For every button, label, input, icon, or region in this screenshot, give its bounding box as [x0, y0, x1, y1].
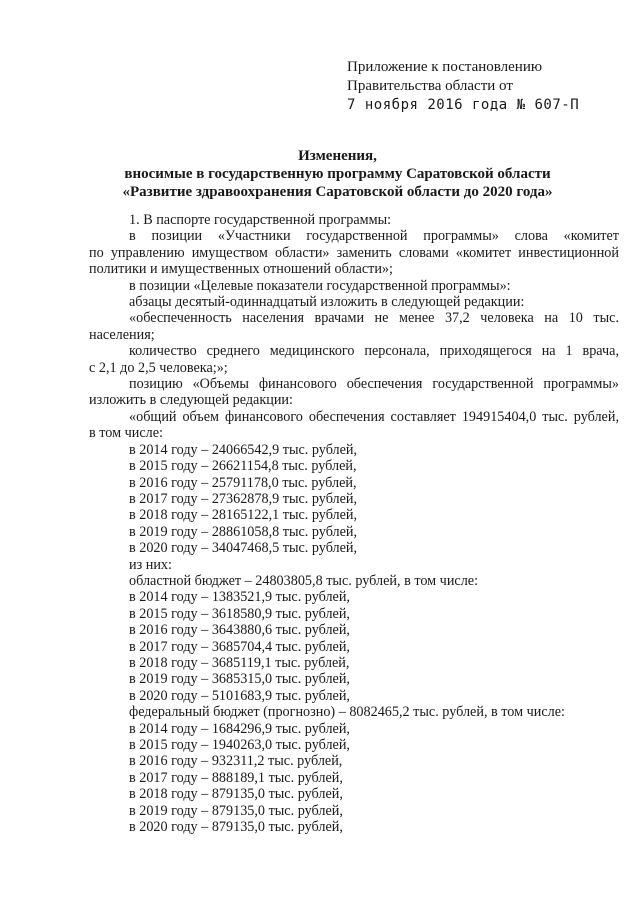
list-item: в 2019 году – 879135,0 тыс. рублей,	[129, 802, 343, 819]
paragraph-line: политики и имущественных отношений области»;	[89, 261, 393, 278]
paragraph-line: в позиции «Участники государственной программы» слова «комитет	[129, 228, 619, 245]
paragraph-line: изложить в следующей редакции:	[89, 392, 293, 409]
paragraph-line: по управлению имуществом области» заменить словами «комитет инвестиционной	[89, 244, 619, 261]
appendix-header	[347, 58, 579, 115]
list-item: в 2016 году – 25791178,0 тыс. рублей,	[129, 474, 357, 491]
paragraph: абзацы десятый-одиннадцатый изложить в следующей редакции:	[129, 294, 525, 311]
federal-years-list	[89, 721, 619, 836]
total-years-list	[89, 442, 619, 557]
paragraph-line: населения;	[89, 326, 155, 343]
list-item: в 2017 году – 27362878,9 тыс. рублей,	[129, 490, 358, 507]
appendix-line-2: Правительства области от	[347, 78, 513, 94]
list-item: в 2018 году – 3685119,1 тыс. рублей,	[129, 654, 350, 671]
list-item: в 2015 году – 1940263,0 тыс. рублей,	[129, 737, 350, 753]
list-item: в 2014 году – 1383521,9 тыс. рублей,	[129, 589, 350, 606]
list-item: в 2016 году – 932311,2 тыс. рублей,	[129, 753, 343, 770]
paragraph-line: позицию «Объемы финансового обеспечения государственной программы»	[129, 376, 619, 393]
list-item: в 2015 году – 26621154,8 тыс. рублей,	[129, 458, 357, 475]
document-body	[89, 212, 619, 835]
appendix-date-line: 7 ноября 2016 года № 607-П	[347, 97, 580, 113]
list-item: в 2020 году – 34047468,5 тыс. рублей,	[129, 540, 358, 557]
regional-years-list	[89, 589, 619, 704]
list-item: в 2020 году – 879135,0 тыс. рублей,	[129, 819, 343, 836]
paragraph-line: с 2,1 до 2,5 человека;»;	[89, 359, 228, 376]
paragraph-line: «обеспеченность населения врачами не менее 37,2 человека на 10 тыс.	[129, 310, 619, 327]
list-item: в 2019 году – 28861058,8 тыс. рублей,	[129, 523, 358, 540]
document-title	[60, 147, 615, 201]
list-item: в 2019 году – 3685315,0 тыс. рублей,	[129, 671, 350, 688]
list-item: в 2017 году – 3685704,4 тыс. рублей,	[129, 638, 350, 655]
paragraph-line: в том числе:	[89, 425, 163, 442]
title-line-3: «Развитие здравоохранения Саратовской области до 2020 года»	[122, 184, 553, 200]
paragraph: 1. В паспорте государственной программы:	[129, 212, 392, 228]
paragraph-line: количество среднего медицинского персонала, приходящегося на 1 врача,	[129, 343, 619, 360]
appendix-line-1: Приложение к постановлению	[347, 59, 543, 75]
regional-budget-line: областной бюджет – 24803805,8 тыс. рублей, в том числе:	[129, 572, 479, 589]
list-item: в 2014 году – 1684296,9 тыс. рублей,	[129, 720, 350, 737]
list-item: в 2014 году – 24066542,9 тыс. рублей,	[129, 441, 358, 458]
paragraph-line: «общий объем финансового обеспечения составляет 194915404,0 тыс. рублей,	[129, 408, 619, 425]
list-item: в 2020 году – 5101683,9 тыс. рублей,	[129, 687, 350, 704]
paragraph: в позиции «Целевые показатели государственной программы»:	[129, 277, 511, 294]
of-them-label: из них:	[129, 556, 172, 573]
title-line-1: Изменения,	[298, 148, 377, 164]
federal-budget-line: федеральный бюджет (прогнозно) – 8082465,2 тыс. рублей, в том числе:	[129, 704, 565, 721]
list-item: в 2015 году – 3618580,9 тыс. рублей,	[129, 605, 350, 622]
list-item: в 2017 году – 888189,1 тыс. рублей,	[129, 769, 343, 786]
list-item: в 2016 году – 3643880,6 тыс. рублей,	[129, 622, 350, 639]
list-item: в 2018 году – 28165122,1 тыс. рублей,	[129, 507, 358, 524]
title-line-2: вносимые в государственную программу Саратовской области	[124, 166, 551, 182]
list-item: в 2018 году – 879135,0 тыс. рублей,	[129, 786, 343, 803]
